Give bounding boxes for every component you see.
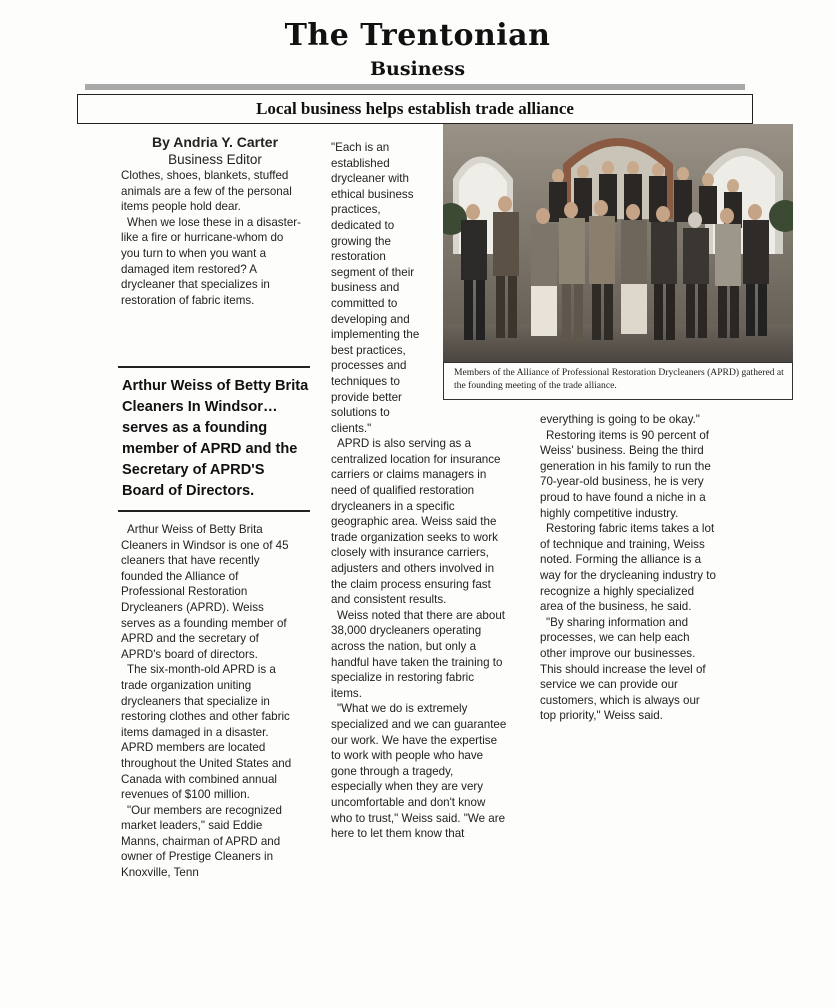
intro-paragraph: Clothes, shoes, blankets, stuffed animals are a few of the personal items people hold dear. [121, 169, 292, 214]
body-paragraph: "Each is an established drycleaner with ethical business practices, dedicated to growing the restoration segment of their business and committed to developing and implementing the best practices, processes and techniques to provide better solutions to clients." [331, 141, 420, 435]
byline-author: By Andria Y. Carter [151, 134, 279, 150]
article-column-3 [540, 412, 716, 724]
body-paragraph: The six-month-old APRD is a trade organization uniting drycleaners that specialize in restoring clothes and other fabric items damaged in a disaster. APRD members are located throughout the United States and Canada with combined annual revenues of $100 million. [121, 663, 292, 802]
body-paragraph: everything is going to be okay." [540, 413, 700, 426]
body-paragraph: "By sharing information and processes, we can help each other improve our businesses. This should increase the level of service we can provide our customers, which is always our top priority," Weiss said. [540, 615, 706, 723]
byline-title: Business Editor [168, 152, 262, 167]
group-photo [443, 124, 793, 362]
body-paragraph: Restoring fabric items takes a lot of technique and training, Weiss noted. Forming the alliance is a way for the drycleaning industry to recognize a highly specialized area of the business, he said. [540, 522, 716, 614]
article-intro [121, 134, 303, 308]
masthead: The Trentonian [284, 18, 551, 53]
section-name: Business [369, 58, 466, 80]
headline: Local business helps establish trade alliance [77, 94, 753, 124]
body-paragraph: Weiss noted that there are about 38,000 drycleaners operating across the nation, but only a handful have taken the training to specialize in restoring fabric items. [331, 608, 506, 700]
body-paragraph: Restoring items is 90 percent of Weiss' business. Being the third generation in his family to run the 70-year-old business, he is very proud to have found a niche in a highly competitive industry. [540, 428, 711, 520]
body-paragraph: Arthur Weiss of Betty Brita Cleaners in Windsor is one of 45 cleaners that have recently founded the Alliance of Professional Restoration Drycleaners (APRD). Weiss serves as a founding member of APRD and the secretary of APRD's board of directors. [121, 523, 289, 661]
article-column-1 [121, 522, 299, 881]
body-paragraph: "What we do is extremely specialized and we can guarantee our work. We have the expertise to work with people who have gone through a tragedy, especially when they are very uncomfortable and don't know who to trust," Weiss said. "We are here to let them know that [331, 702, 507, 841]
group-photo-image [443, 124, 793, 362]
pull-quote: Arthur Weiss of Betty Brita Cleaners In Windsor…serves as a founding member of APRD and the Secretary of APRD'S Board of Directors. [118, 366, 310, 512]
intro-paragraph: When we lose these in a disaster-like a fire or hurricane-whom do you turn to when you want a damaged item restored? A drycleaner that specializes in restoration of fabric items. [121, 215, 301, 307]
body-paragraph: "Our members are recognized market leaders," said Eddie Manns, chairman of APRD and owner of Prestige Cleaners in Knoxville, Tenn [121, 803, 282, 880]
masthead-rule [85, 84, 745, 90]
photo-caption: Members of the Alliance of Professional Restoration Drycleaners (APRD) gathered at the founding meeting of the trade alliance. [443, 362, 793, 400]
body-paragraph: APRD is also serving as a centralized location for insurance carriers or claims managers in need of qualified restoration drycleaners in a specific geographic area. Weiss said the trade organization seeks to work closely with insurance carriers, adjusters and others involved in the claim process ensuring fast and consistent results. [331, 437, 501, 607]
